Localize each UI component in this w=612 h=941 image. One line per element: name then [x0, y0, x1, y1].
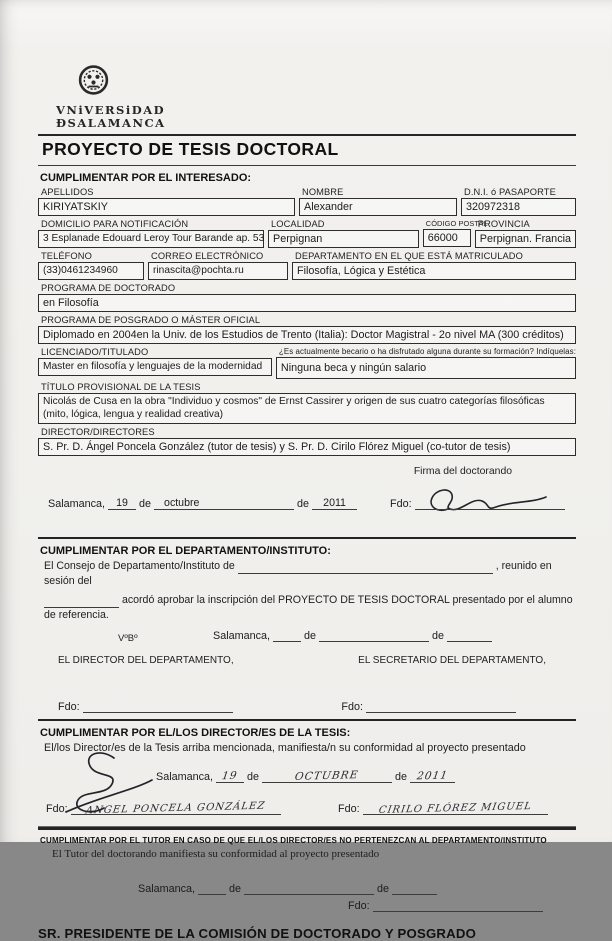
- director-label: DIRECTOR/DIRECTORES: [41, 427, 155, 437]
- fdo-label: Fdo:: [341, 701, 363, 713]
- becario-label: ¿Es actualmente becario o ha disfrutado alguna durante su formación? Indíquelas:: [278, 347, 576, 356]
- codigo-postal-label: CÓDIGO POSTAL: [425, 219, 488, 228]
- section3-heading: CUMPLIMENTAR POR EL/LOS DIRECTOR/ES DE LA TESIS:: [40, 727, 351, 739]
- field-codigo-postal: [423, 218, 488, 248]
- field-departamento: [292, 250, 576, 280]
- secretario-departamento-label: EL SECRETARIO DEL DEPARTAMENTO,: [358, 655, 546, 666]
- year-blank: 2011: [312, 497, 357, 510]
- form-row-7: [38, 381, 576, 424]
- field-domicilio: [38, 218, 264, 248]
- section2-dateline-row: [38, 629, 576, 649]
- field-programa-posgrado: [38, 314, 576, 344]
- domicilio-label: DOMICILIO PARA NOTIFICACIÓN: [41, 219, 189, 229]
- field-telefono: [38, 250, 144, 280]
- salamanca-label: Salamanca,: [156, 771, 214, 783]
- departamento-value: Filosofía, Lógica y Estética: [292, 262, 576, 280]
- licenciado-value: Master en filosofía y lenguajes de la modernidad: [38, 358, 272, 376]
- month-handwritten: OCTUBRE: [294, 769, 360, 783]
- de-label: de: [432, 630, 445, 642]
- section3-line1: El/los Director/es de la Tesis arriba mencionada, manifiesta/n su conformidad al proyecto presentado: [44, 742, 526, 754]
- section3-dateline: [156, 770, 455, 783]
- section-divider: [38, 826, 576, 830]
- becario-value: Ninguna beca y ningún salario: [276, 357, 576, 379]
- form-row-2: [38, 218, 576, 248]
- field-programa-doctorado: [38, 282, 576, 312]
- correo-value: rinascita@pochta.ru: [148, 262, 288, 280]
- director1-name-handwritten: ANGEL PONCELA GONZÁLEZ: [85, 800, 267, 817]
- year-blank: [410, 770, 455, 783]
- fdo-blank: [373, 899, 543, 912]
- localidad-value: Perpignan: [268, 230, 419, 248]
- instituto-blank: [238, 561, 493, 574]
- year-blank: [447, 629, 492, 642]
- provincia-value: Perpignan. Francia: [475, 230, 576, 248]
- section-divider: [38, 537, 576, 539]
- header-rule-bottom: [38, 165, 576, 166]
- codigo-postal-value: 66000: [423, 229, 471, 247]
- university-name-line2: ĐSALAMANCA: [56, 115, 166, 130]
- domicilio-value: 3 Esplanade Edouard Leroy Tour Barande ap. 53: [38, 230, 264, 248]
- nombre-label: NOMBRE: [302, 187, 344, 197]
- month-blank: octubre: [154, 497, 294, 510]
- programa-posgrado-value: Diplomado en 2004en la Univ. de los Estudios de Trento (Italia): Doctor Magistral - 2o nivel MA (300 créditos): [38, 326, 576, 344]
- field-provincia: [475, 218, 576, 248]
- field-licenciado: [38, 346, 272, 379]
- section3-signature-area: [38, 756, 576, 820]
- titulo-tesis-value: Nicolás de Cusa en la obra "Individuo y cosmos" de Ernst Cassirer y origen de sus cuatro categorías filosóficas (mito, lógica, lengua y realidad creativa): [38, 393, 576, 424]
- day-blank: [198, 882, 226, 895]
- salamanca-label: Salamanca,: [48, 498, 106, 510]
- de-label: de: [297, 498, 310, 510]
- de-label: de: [229, 883, 242, 895]
- fdo-blank: [366, 700, 516, 713]
- form-row-8: [38, 426, 576, 456]
- month-blank: [244, 882, 374, 895]
- apellidos-label: APELLIDOS: [41, 187, 94, 197]
- form-row-3: [38, 250, 576, 280]
- acordo-text: acordó aprobar la inscripción del PROYECTO DE TESIS DOCTORAL presentado por el alumno de referencia.: [44, 594, 573, 621]
- licenciado-label: LICENCIADO/TITULADO: [41, 347, 149, 357]
- fdo-blank: [415, 497, 565, 510]
- section4-line1: El Tutor del doctorando manifiesta su conformidad al proyecto presentado: [52, 848, 380, 860]
- fdo-blank: [363, 802, 548, 815]
- field-director: [38, 426, 576, 456]
- day-blank: 19: [108, 497, 136, 510]
- programa-doctorado-value: en Filosofía: [38, 294, 576, 312]
- section2-fdo-right: [341, 700, 516, 713]
- fdo-label: Fdo:: [390, 498, 412, 510]
- header-rule-top: [38, 134, 576, 136]
- reunido-text: , reunido en sesión del: [44, 560, 552, 587]
- programa-doctorado-label: PROGRAMA DE DOCTORADO: [41, 283, 176, 293]
- section2-heading: CUMPLIMENTAR POR EL DEPARTAMENTO/INSTITUTO:: [40, 545, 331, 557]
- day-blank: [216, 770, 244, 783]
- field-titulo-tesis: [38, 381, 576, 424]
- field-correo: [148, 250, 288, 280]
- de-label: de: [395, 771, 408, 783]
- fdo-label: Fdo:: [338, 803, 360, 815]
- de-label: de: [377, 883, 390, 895]
- fdo-blank: [83, 700, 233, 713]
- salamanca-label: Salamanca,: [213, 630, 271, 642]
- field-dni: [461, 186, 576, 216]
- section4-heading: CUMPLIMENTAR POR EL TUTOR EN CASO DE QUE EL/LOS DIRECTOR/ES NO PERTENEZCAN AL DEPARTAMENTO/INSTITUTO: [40, 836, 547, 845]
- departamento-label: DEPARTAMENTO EN EL QUE ESTÁ MATRICULADO: [295, 251, 523, 261]
- director2-name-handwritten: CIRILO FLÓREZ MIGUEL: [377, 801, 533, 816]
- form-row-1: [38, 186, 576, 216]
- section2-dateline: [213, 629, 492, 642]
- section2-line1: [44, 559, 576, 589]
- director-departamento-label: EL DIRECTOR DEL DEPARTAMENTO,: [58, 655, 234, 666]
- salamanca-label: Salamanca,: [138, 883, 196, 895]
- section4-fdo: [348, 899, 576, 912]
- sesion-blank: [44, 595, 119, 608]
- field-apellidos: [38, 186, 295, 216]
- section4-dateline: [138, 882, 576, 895]
- provincia-label: PROVINCIA: [477, 219, 530, 229]
- field-becario: [276, 346, 576, 379]
- de-label: de: [304, 630, 317, 642]
- dni-label: D.N.I. ó PASAPORTE: [464, 187, 556, 197]
- section3-fdo-left: [46, 802, 281, 815]
- section2-roles: [58, 653, 546, 668]
- fdo-blank: [71, 802, 281, 815]
- section1-signature-area: [38, 479, 576, 531]
- year-blank: [392, 882, 437, 895]
- vobo-label: VºBº: [118, 633, 138, 644]
- localidad-label: LOCALIDAD: [271, 219, 325, 229]
- firma-doctorando-label: Firma del doctorando: [413, 466, 512, 477]
- field-localidad: [268, 218, 419, 248]
- telefono-value: (33)0461234960: [38, 262, 144, 280]
- fdo-label: Fdo:: [58, 701, 80, 713]
- section2-fdo-row: [58, 700, 516, 713]
- year-handwritten: 2011: [416, 769, 450, 783]
- form-row-4: [38, 282, 576, 312]
- section1-fdo: [390, 497, 565, 510]
- day-handwritten: 19: [221, 769, 239, 783]
- university-name-line1: VNiVERSiDAD: [56, 103, 166, 117]
- field-nombre: [299, 186, 457, 216]
- director-value: S. Pr. D. Ángel Poncela González (tutor de tesis) y S. Pr. D. Cirilo Flórez Miguel (co-tutor de tesis): [38, 438, 576, 456]
- de-label: de: [247, 771, 260, 783]
- programa-posgrado-label: PROGRAMA DE POSGRADO O MÁSTER OFICIAL: [41, 315, 261, 325]
- day-blank: [273, 629, 301, 642]
- form-row-5: [38, 314, 576, 344]
- titulo-tesis-label: TÍTULO PROVISIONAL DE LA TESIS: [41, 382, 201, 392]
- section2-fdo-left: [58, 700, 233, 713]
- fdo-label: Fdo:: [46, 803, 68, 815]
- consejo-text: El Consejo de Departamento/Instituto de: [44, 560, 235, 572]
- fdo-label: Fdo:: [348, 900, 370, 912]
- dni-value: 320972318: [461, 198, 576, 216]
- month-blank: [262, 770, 392, 783]
- university-seal-icon: [78, 64, 576, 102]
- section2-line2: [44, 593, 576, 623]
- telefono-label: TELÉFONO: [41, 251, 92, 261]
- section3-fdo-right: [338, 802, 548, 815]
- correo-label: CORREO ELECTRÓNICO: [151, 251, 264, 261]
- page-title: PROYECTO DE TESIS DOCTORAL: [42, 139, 339, 159]
- university-name: [56, 104, 576, 129]
- apellidos-value: KIRIYATSKIY: [38, 198, 295, 216]
- de-label: de: [139, 498, 152, 510]
- section-divider: [38, 719, 576, 721]
- section1-dateline: [48, 497, 357, 510]
- nombre-value: Alexander: [299, 198, 457, 216]
- section1-heading: CUMPLIMENTAR POR EL INTERESADO:: [40, 172, 252, 184]
- footer-addressee: SR. PRESIDENTE DE LA COMISIÓN DE DOCTORADO Y POSGRADO: [38, 926, 477, 941]
- month-blank: [319, 629, 429, 642]
- form-row-6: [38, 346, 576, 379]
